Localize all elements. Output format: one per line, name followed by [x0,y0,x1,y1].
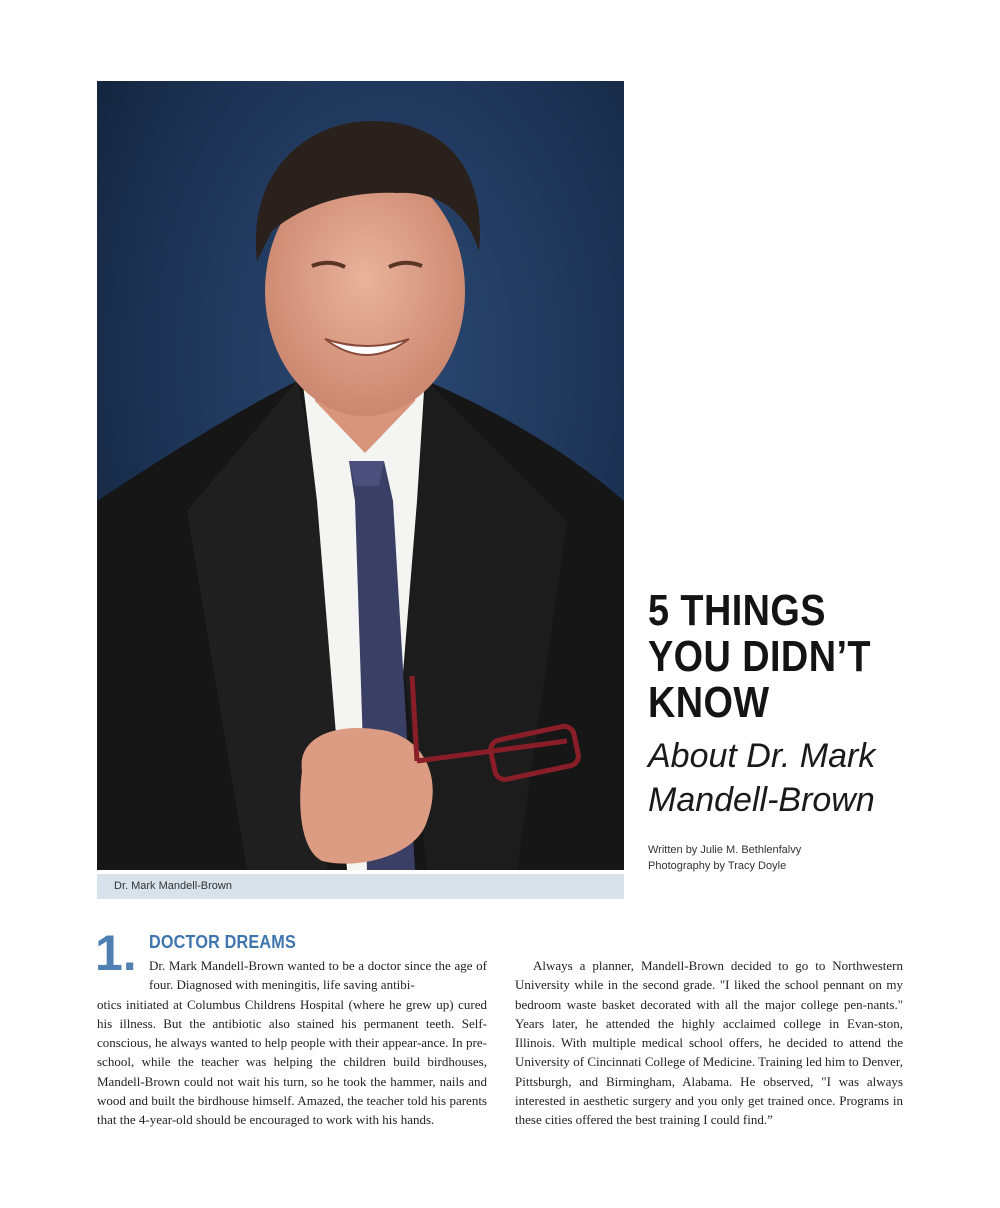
photo-caption: Dr. Mark Mandell-Brown [114,880,232,892]
photo-caption-bar [97,874,624,899]
portrait-illustration [97,81,624,870]
subheadline-line-1: About Dr. Mark [648,737,876,775]
body-paragraph-lead: Dr. Mark Mandell-Brown wanted to be a doctor since the age of four. Diagnosed with meningitis, life saving antibi- [149,958,487,993]
writer-credit: Written by Julie M. Bethlenfalvy [648,844,802,856]
section-title: DOCTOR DREAMS [149,932,296,952]
credits [648,842,801,874]
headline [648,588,988,726]
photographer-credit: Photography by Tracy Doyle [648,860,787,872]
body-paragraph-2: Always a planner, Mandell-Brown decided to go to Northwestern University while in the second grade. "I liked the school pennant on my bedroom waste basket decorated with all the major college pen-nants." Years later, he attended the highly acclaimed college in Evan-ston, Illinois. With multiple medical school offers, he decided to attend the University of Cincinnati College of Medicine. Training led him to Denver, Pittsburgh, and Birmingham, Alabama. He observed, "I was always interested in aesthetic surgery and you only get trained once. Programs in these cities offered the best training I could find.” [515,958,903,1128]
portrait-photo [97,81,624,870]
subheadline-line-2: Mandell-Brown [648,781,875,819]
headline-line-1: 5 THINGS [648,586,826,635]
body-column-1 [97,956,487,1130]
headline-line-3: KNOW [648,678,770,727]
subheadline [648,734,988,822]
section-number: 1. [95,925,137,981]
body-paragraph-rest: otics initiated at Columbus Childrens Hospital (where he grew up) cured his illness. But the antibiotic also stained his permanent teeth. Self-conscious, he always wanted to help people with their appear-ance. In pre-school, while the teacher was helping the children build birdhouses, Mandell-Brown could not wait his turn, so he took the hammer, nails and wood and built the birdhouse himself. Amazed, the teacher told his parents that the 4-year-old should be encouraged to work with his hands. [97,996,487,1128]
body-column-2 [515,956,903,1130]
headline-line-2: YOU DIDN’T [648,632,871,681]
